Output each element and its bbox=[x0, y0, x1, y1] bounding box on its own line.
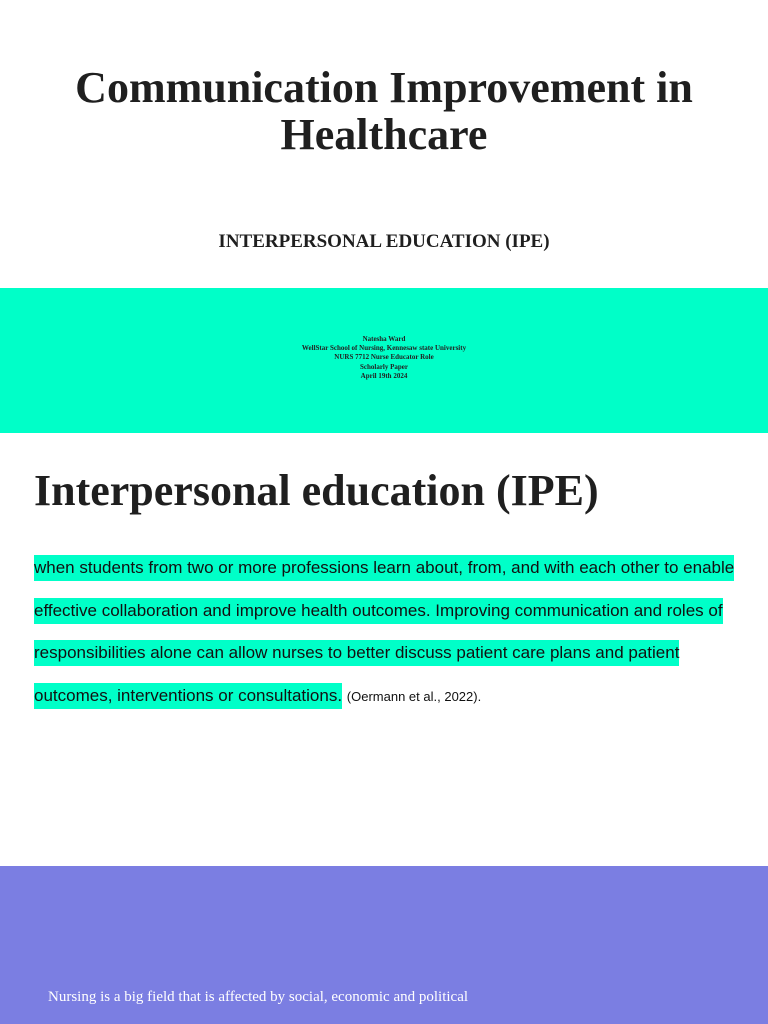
title-slide bbox=[0, 0, 768, 288]
nursing-slide-text: Nursing is a big field that is affected by social, economic and political bbox=[48, 989, 469, 1005]
author-name: Natesha Ward bbox=[362, 335, 406, 343]
nursing-slide bbox=[0, 866, 768, 1024]
paper-date: April 19th 2024 bbox=[360, 371, 408, 380]
slide-title bbox=[0, 64, 768, 158]
paper-type: Scholarly Paper bbox=[359, 362, 409, 371]
author-info bbox=[0, 335, 768, 381]
definition-heading: Interpersonal education (IPE) bbox=[34, 466, 599, 515]
slide-subtitle: INTERPERSONAL EDUCATION (IPE) bbox=[218, 231, 550, 252]
slide-title-line-2: Healthcare bbox=[280, 110, 488, 159]
author-school: WellStar School of Nursing, Kennesaw state University bbox=[301, 344, 467, 353]
definition-citation: (Oermann et al., 2022). bbox=[346, 688, 482, 704]
definition-highlighted-text: when students from two or more professions learn about, from, and with each other to enable effective collaboration and improve health outcomes. Improving communication and roles of responsibilities alone can allow nurses to better discuss patient care plans and patient outcomes, interventions or consultations. bbox=[34, 555, 734, 709]
course-name: NURS 7712 Nurse Educator Role bbox=[334, 353, 434, 362]
definition-slide bbox=[0, 433, 768, 866]
author-info-band bbox=[0, 288, 768, 433]
definition-paragraph bbox=[34, 547, 744, 718]
slide-title-line-1: Communication Improvement in bbox=[75, 63, 693, 112]
